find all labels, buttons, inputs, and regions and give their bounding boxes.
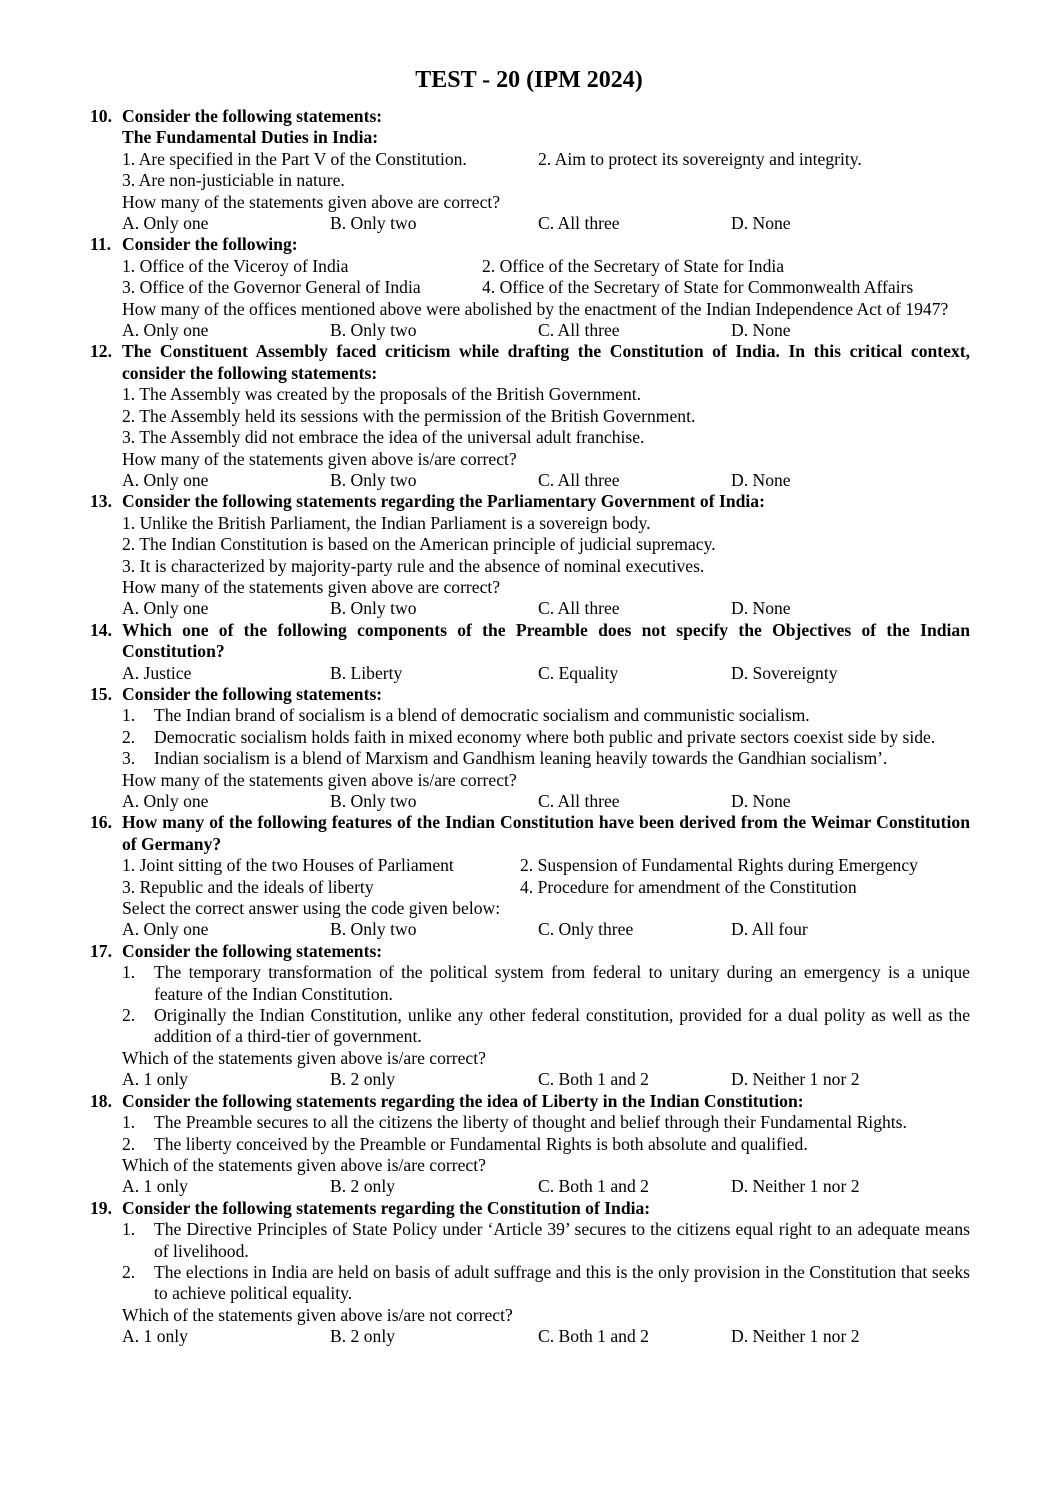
answer-options xyxy=(122,1176,970,1197)
question-15 xyxy=(90,684,970,812)
option-c: C. Both 1 and 2 xyxy=(538,1069,649,1090)
option-d: D. None xyxy=(731,598,791,619)
statement-3: 3. Republic and the ideals of liberty xyxy=(122,876,374,897)
option-d: D. Sovereignty xyxy=(731,662,838,683)
answer-options xyxy=(122,1069,970,1090)
question-stem: Consider the following: xyxy=(122,234,298,255)
answer-options xyxy=(122,470,970,491)
statement-row xyxy=(122,877,970,898)
option-d: D. None xyxy=(731,213,791,234)
option-a: A. Only one xyxy=(122,469,209,490)
question-number: 17. xyxy=(90,940,112,961)
answer-options xyxy=(122,791,970,812)
question-number: 16. xyxy=(90,812,112,833)
option-c: C. Both 1 and 2 xyxy=(538,1176,649,1197)
option-c: C. Only three xyxy=(538,919,634,940)
statement-4: 4. Office of the Secretary of State for Commonwealth Affairs xyxy=(482,277,914,298)
question-ask: How many of the statements given above is/are correct? xyxy=(122,769,517,790)
question-number: 19. xyxy=(90,1197,112,1218)
option-b: B. Only two xyxy=(330,213,417,234)
question-ask: How many of the statements given above is/are correct? xyxy=(122,448,517,469)
statement-text: The Preamble secures to all the citizens the liberty of thought and belief through their Fundamental Rights. xyxy=(154,1112,907,1133)
question-stem: Which one of the following components of the Preamble does not specify the Objectives of the Indian Constitution? xyxy=(122,619,970,662)
statement-1: 1. Joint sitting of the two Houses of Parliament xyxy=(122,855,454,876)
option-c: C. All three xyxy=(538,213,620,234)
statement-1: 1. Office of the Viceroy of India xyxy=(122,255,349,276)
statement-text: Indian socialism is a blend of Marxism and Gandhism leaning heavily towards the Gandhian socialism’. xyxy=(154,748,888,769)
option-a: A. Only one xyxy=(122,213,209,234)
option-b: B. 2 only xyxy=(330,1069,396,1090)
statement-text: Democratic socialism holds faith in mixed economy where both public and private sectors coexist side by side. xyxy=(154,726,936,747)
statement-4: 4. Procedure for amendment of the Constitution xyxy=(520,876,857,897)
question-18 xyxy=(90,1091,970,1198)
statement-text: The liberty conceived by the Preamble or Fundamental Rights is both absolute and qualified. xyxy=(154,1133,808,1154)
option-a: A. Only one xyxy=(122,791,209,811)
question-number: 11. xyxy=(90,234,112,255)
statement-1: 1. Are specified in the Part V of the Constitution. xyxy=(122,148,467,169)
option-a: A. Only one xyxy=(122,598,209,619)
option-a: A. Only one xyxy=(122,320,209,341)
statement-text: The Indian brand of socialism is a blend of democratic socialism and communistic socialism. xyxy=(154,705,810,726)
statement-number: 1. xyxy=(122,705,136,726)
question-stem: How many of the following features of the Indian Constitution have been derived from the Weimar Constitution of Germany? xyxy=(122,812,970,854)
option-b: B. Only two xyxy=(330,469,417,490)
question-19 xyxy=(90,1198,970,1348)
statement-item xyxy=(122,962,970,1005)
question-ask: How many of the statements given above are correct? xyxy=(122,576,501,597)
option-d: D. Neither 1 nor 2 xyxy=(731,1176,860,1197)
question-subheading: The Fundamental Duties in India: xyxy=(122,127,379,148)
question-stem: Consider the following statements: xyxy=(122,940,383,961)
statement-number: 1. xyxy=(122,1112,136,1133)
statement-item xyxy=(122,1219,970,1262)
question-13 xyxy=(90,491,970,619)
answer-options xyxy=(122,598,970,619)
option-b: B. Only two xyxy=(330,598,417,619)
statement-item xyxy=(122,1262,970,1305)
option-d: D. None xyxy=(731,469,791,490)
statement-item xyxy=(122,748,970,769)
statement-3: 3. Are non-justiciable in nature. xyxy=(122,170,345,191)
option-a: A. 1 only xyxy=(122,1176,188,1197)
statement-2: 2. The Indian Constitution is based on the American principle of judicial supremacy. xyxy=(122,534,716,555)
statement-number: 3. xyxy=(122,748,136,769)
question-ask: Which of the statements given above is/are correct? xyxy=(122,1154,486,1175)
option-d: D. All four xyxy=(731,919,808,940)
statement-text: Originally the Indian Constitution, unlike any other federal constitution, provided for a dual polity as well as the addition of a third-tier of government. xyxy=(154,1005,970,1047)
statement-item xyxy=(122,1112,970,1133)
statement-3: 3. The Assembly did not embrace the idea of the universal adult franchise. xyxy=(122,427,645,448)
option-d: D. None xyxy=(731,791,791,811)
question-stem: Consider the following statements regarding the Constitution of India: xyxy=(122,1197,651,1218)
option-b: B. Liberty xyxy=(330,662,403,683)
option-a: A. Only one xyxy=(122,919,209,940)
statement-text: The Directive Principles of State Policy under ‘Article 39’ secures to the citizens equal right to an adequate means of livelihood. xyxy=(154,1219,970,1261)
statement-number: 1. xyxy=(122,962,136,983)
option-b: B. 2 only xyxy=(330,1326,396,1347)
answer-options xyxy=(122,663,970,684)
question-ask: Which of the statements given above is/are not correct? xyxy=(122,1304,513,1325)
statement-2: 2. The Assembly held its sessions with the permission of the British Government. xyxy=(122,405,696,426)
question-ask: Which of the statements given above is/are correct? xyxy=(122,1047,486,1068)
option-a: A. Justice xyxy=(122,662,192,683)
question-number: 15. xyxy=(90,683,112,704)
option-b: B. 2 only xyxy=(330,1176,396,1197)
statement-row xyxy=(122,277,970,298)
question-ask: How many of the offices mentioned above were abolished by the enactment of the Indian Independence Act of 1947? xyxy=(122,298,949,319)
option-c: C. Equality xyxy=(538,662,619,683)
statement-row xyxy=(122,149,970,170)
answer-options xyxy=(122,919,970,940)
question-17 xyxy=(90,941,970,1091)
statement-number: 2. xyxy=(122,1005,136,1026)
statement-number: 2. xyxy=(122,1261,136,1282)
statement-2: 2. Aim to protect its sovereignty and integrity. xyxy=(538,148,862,169)
question-number: 13. xyxy=(90,491,112,512)
option-c: C. All three xyxy=(538,598,620,619)
question-number: 18. xyxy=(90,1090,112,1111)
answer-options xyxy=(122,213,970,234)
answer-options xyxy=(122,320,970,341)
question-stem: Consider the following statements regarding the Parliamentary Government of India: xyxy=(122,491,765,512)
option-c: C. Both 1 and 2 xyxy=(538,1326,649,1347)
question-ask: How many of the statements given above are correct? xyxy=(122,191,501,212)
statement-number: 1. xyxy=(122,1219,136,1240)
statement-text: The temporary transformation of the political system from federal to unitary during an emergency is a unique feature of the Indian Constitution. xyxy=(154,962,970,1004)
option-c: C. All three xyxy=(538,320,620,341)
question-ask: Select the correct answer using the code given below: xyxy=(122,898,501,919)
question-number: 10. xyxy=(90,106,112,126)
statement-number: 2. xyxy=(122,1133,136,1154)
statement-1: 1. The Assembly was created by the proposals of the British Government. xyxy=(122,384,642,405)
option-c: C. All three xyxy=(538,469,620,490)
statement-2: 2. Office of the Secretary of State for India xyxy=(482,255,785,276)
question-number: 12. xyxy=(90,341,112,362)
answer-options xyxy=(122,1326,970,1347)
statement-row xyxy=(122,855,970,876)
statement-3: 3. Office of the Governor General of India xyxy=(122,277,421,298)
question-stem: The Constituent Assembly faced criticism while drafting the Constitution of India. In this critical context, consider the following statements: xyxy=(122,341,970,383)
statement-item xyxy=(122,1134,970,1155)
option-b: B. Only two xyxy=(330,919,417,940)
statement-text: The elections in India are held on basis of adult suffrage and this is the only provision in the Constitution that seeks to achieve political equality. xyxy=(154,1261,970,1304)
question-number: 14. xyxy=(90,619,112,640)
option-a: A. 1 only xyxy=(122,1069,188,1090)
question-stem: Consider the following statements: xyxy=(122,683,383,704)
option-d: D. Neither 1 nor 2 xyxy=(731,1069,860,1090)
option-b: B. Only two xyxy=(330,791,417,811)
question-12 xyxy=(90,341,970,491)
question-stem: Consider the following statements: xyxy=(122,106,383,126)
statement-row xyxy=(122,256,970,277)
question-16 xyxy=(90,812,970,940)
option-d: D. Neither 1 nor 2 xyxy=(731,1326,860,1347)
statement-2: 2. Suspension of Fundamental Rights during Emergency xyxy=(520,855,918,876)
page-title: TEST - 20 (IPM 2024) xyxy=(415,67,643,93)
statement-item xyxy=(122,705,970,726)
option-a: A. 1 only xyxy=(122,1326,188,1347)
statement-1: 1. Unlike the British Parliament, the Indian Parliament is a sovereign body. xyxy=(122,512,651,533)
question-10 xyxy=(90,106,970,234)
option-d: D. None xyxy=(731,320,791,341)
statement-3: 3. It is characterized by majority-party rule and the absence of nominal executives. xyxy=(122,555,705,576)
question-list xyxy=(90,106,970,1348)
option-c: C. All three xyxy=(538,791,620,811)
statement-item xyxy=(122,1005,970,1048)
question-14 xyxy=(90,620,970,684)
statement-item xyxy=(122,727,970,748)
question-stem: Consider the following statements regarding the idea of Liberty in the Indian Constitution: xyxy=(122,1090,804,1111)
option-b: B. Only two xyxy=(330,320,417,341)
question-11 xyxy=(90,234,970,341)
statement-number: 2. xyxy=(122,726,136,747)
